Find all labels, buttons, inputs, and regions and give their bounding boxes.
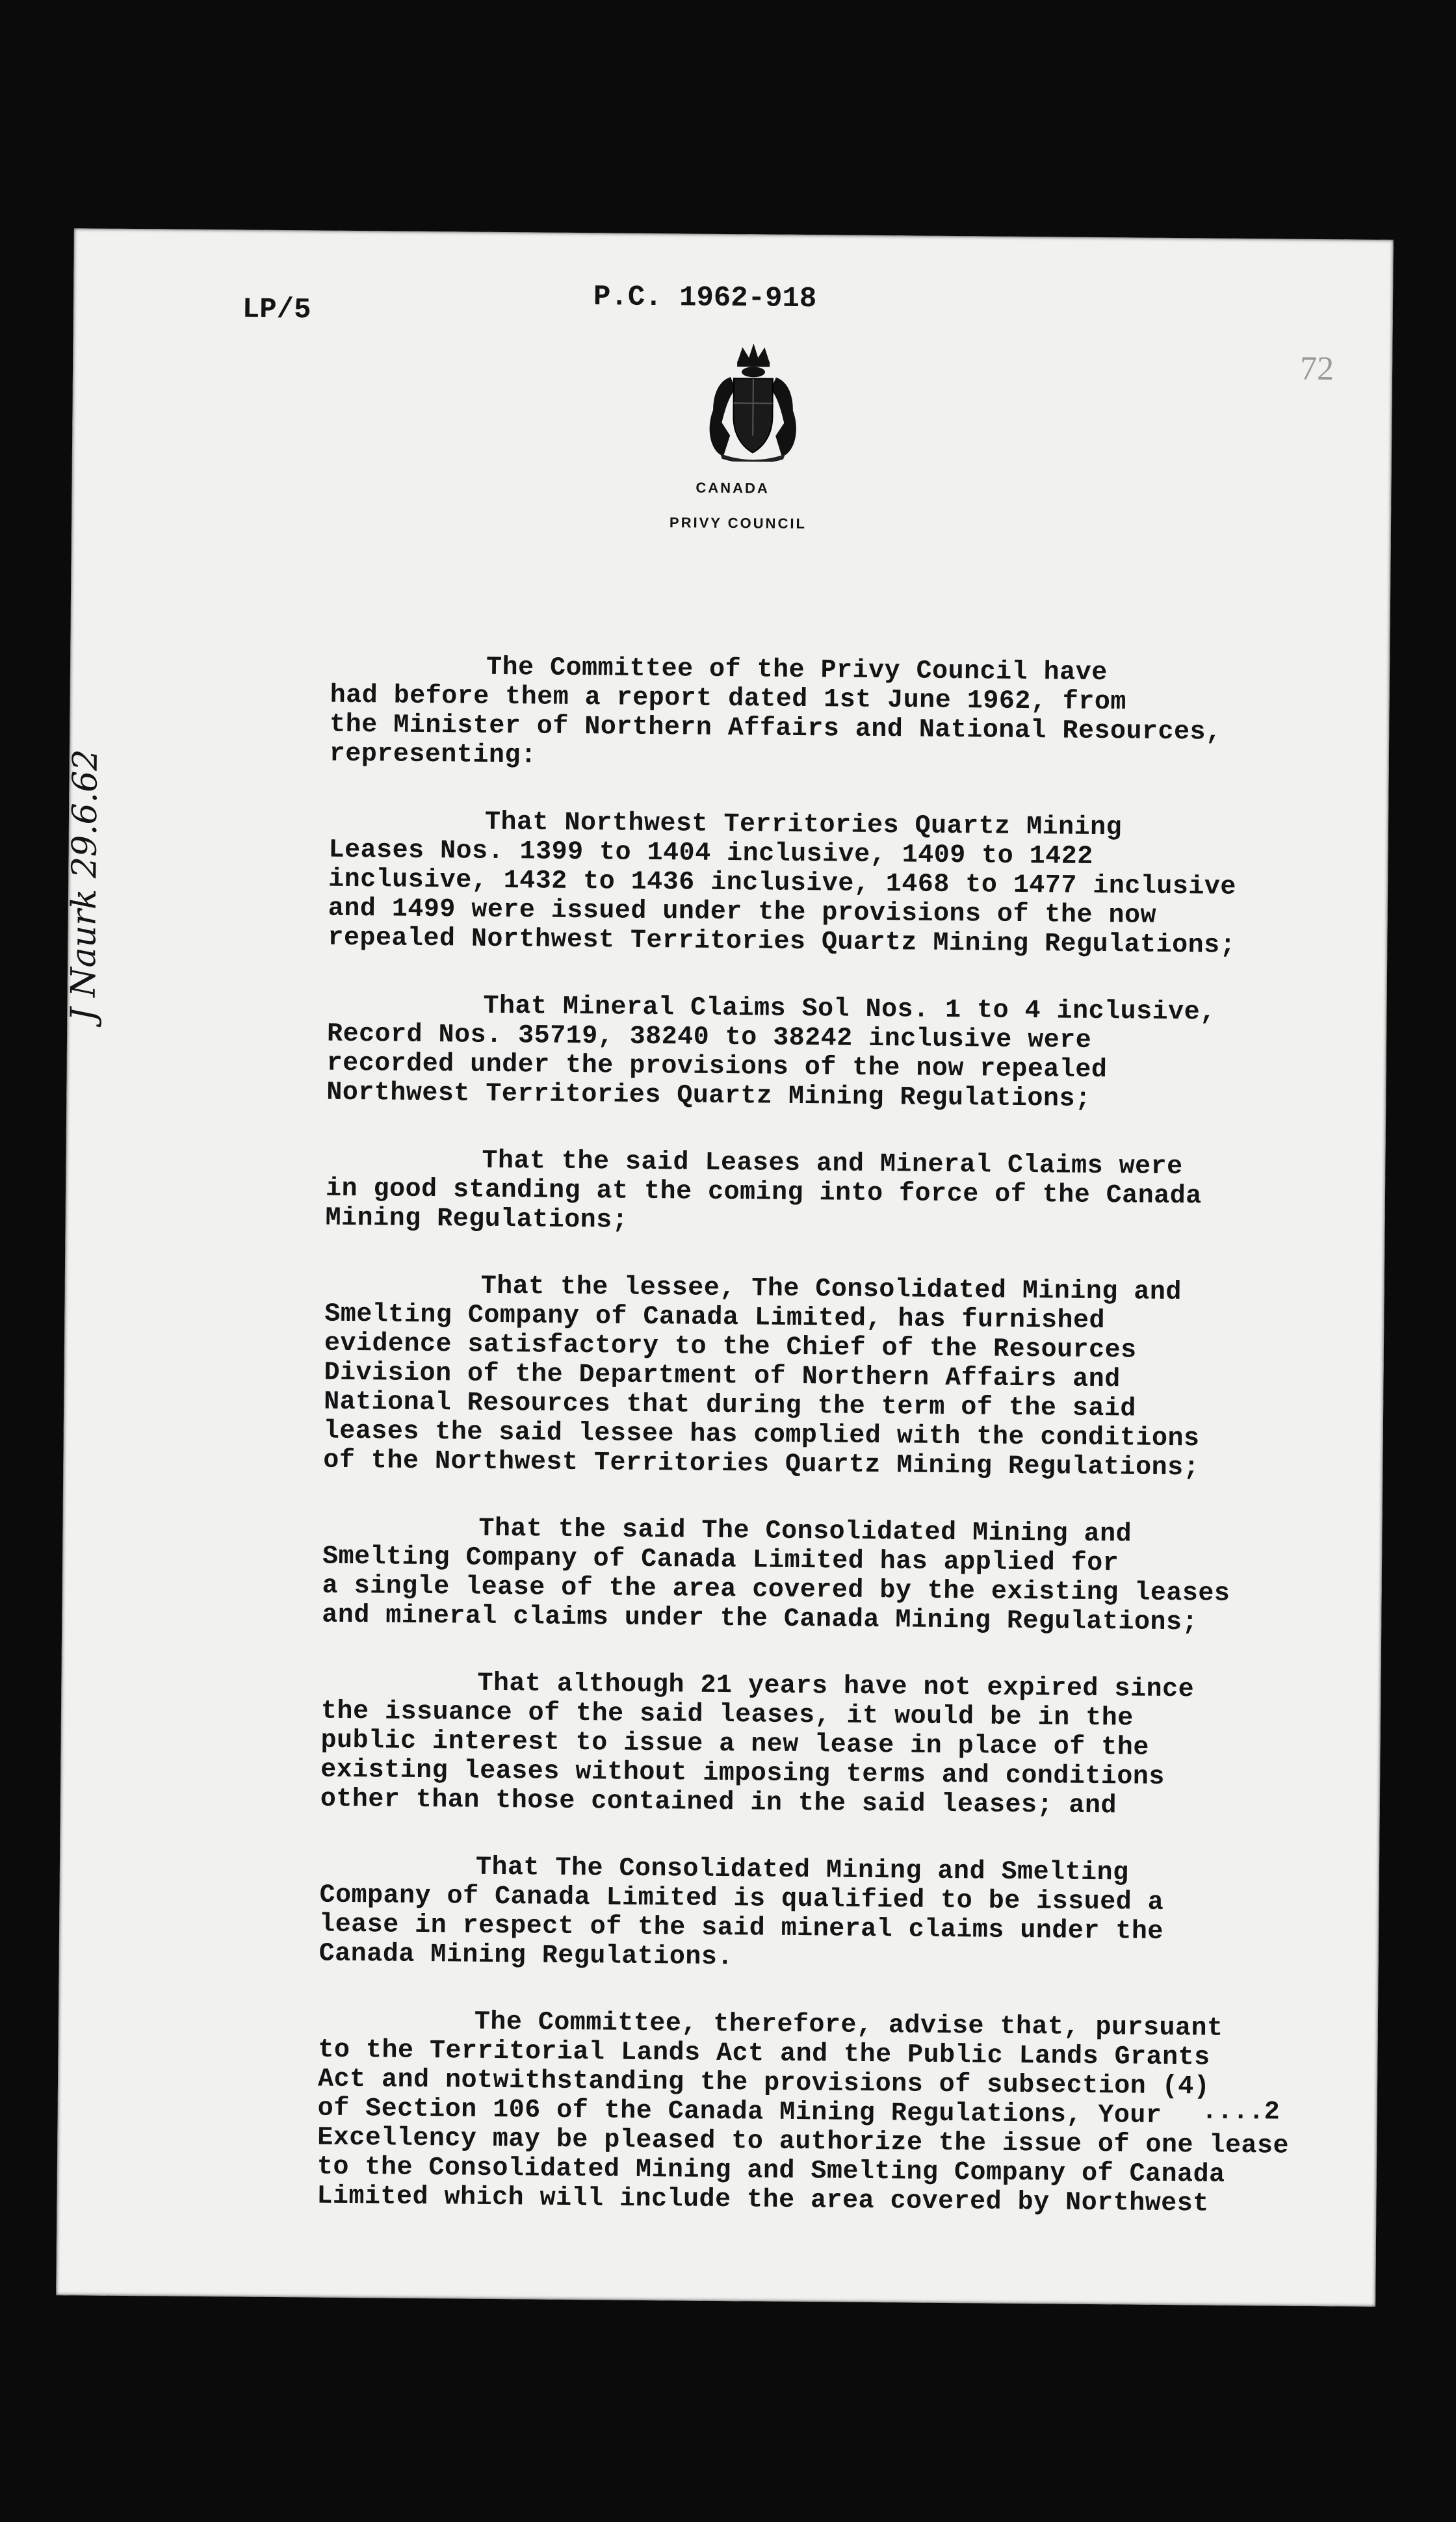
- country-label: CANADA: [696, 479, 770, 497]
- council-label: PRIVY COUNCIL: [669, 514, 807, 532]
- text-line: Limited which will include the area covered by Northwest: [317, 2181, 1209, 2219]
- text-line: Record Nos. 35719, 38240 to 38242 inclusive were: [326, 1019, 1092, 1056]
- text-line: That although 21 years have not expired since: [477, 1669, 1195, 1705]
- paragraph: [319, 1852, 1269, 1977]
- text-line: and mineral claims under the Canada Mining Regulations;: [322, 1600, 1199, 1638]
- text-line: The Committee, therefore, advise that, pursuant: [474, 2007, 1223, 2044]
- continuation-marker: ....2: [1201, 2097, 1280, 2127]
- paragraph: [328, 807, 1278, 961]
- text-line: in good standing at the coming into force of the Canada: [325, 1174, 1202, 1212]
- text-line: Leases Nos. 1399 to 1404 inclusive, 1409 to 1422: [328, 835, 1093, 872]
- text-line: That Mineral Claims Sol Nos. 1 to 4 inclusive,: [483, 991, 1216, 1028]
- handwritten-margin-note: J Naurk 29.6.62: [64, 749, 105, 1022]
- text-line: leases the said lessee has complied with the conditions: [323, 1416, 1200, 1454]
- text-line: That The Consolidated Mining and Smelting: [475, 1852, 1129, 1888]
- text-line: the issuance of the said leases, it would be in the: [320, 1696, 1134, 1734]
- order-number: P.C. 1962-918: [593, 281, 817, 316]
- text-line: and 1499 were issued under the provisions of the now: [328, 894, 1157, 931]
- text-line: representing:: [329, 739, 537, 771]
- text-line: Northwest Territories Quartz Mining Regulations;: [326, 1078, 1091, 1114]
- text-line: Canada Mining Regulations.: [318, 1939, 734, 1973]
- text-line: repealed Northwest Territories Quartz Mining Regulations;: [328, 923, 1236, 961]
- text-line: public interest to issue a new lease in place of the: [320, 1726, 1149, 1763]
- text-line: The Committee of the Privy Council have: [486, 653, 1108, 688]
- paragraph: [322, 1513, 1272, 1639]
- text-line: Division of the Department of Northern Affairs and: [324, 1358, 1121, 1395]
- text-line: to the Territorial Lands Act and the Public Lands Grants: [318, 2035, 1210, 2073]
- coat-of-arms-icon: [704, 338, 803, 462]
- text-line: existing leases without imposing terms and conditions: [320, 1755, 1165, 1792]
- text-line: lease in respect of the said mineral claims under the: [318, 1910, 1164, 1947]
- text-line: That the said The Consolidated Mining and: [478, 1514, 1132, 1550]
- paragraph: [320, 1668, 1271, 1823]
- text-line: That the lessee, The Consolidated Mining and: [480, 1271, 1182, 1308]
- text-line: Mining Regulations;: [325, 1203, 629, 1236]
- text-line: Smelting Company of Canada Limited, has furnished: [324, 1299, 1106, 1336]
- page-stamp-number: 72: [1299, 350, 1334, 388]
- text-line: Act and notwithstanding the provisions of subsection (4): [317, 2064, 1210, 2102]
- text-line: had before them a report dated 1st June 1962, from: [330, 681, 1127, 718]
- text-line: That Northwest Territories Quartz Mining: [484, 807, 1123, 843]
- text-line: That the said Leases and Mineral Claims were: [482, 1146, 1183, 1182]
- text-line: of the Northwest Territories Quartz Mining Regulations;: [323, 1446, 1200, 1483]
- paragraph: [323, 1271, 1274, 1484]
- paragraph: [325, 1145, 1275, 1242]
- text-line: recorded under the provisions of the now repealed: [326, 1048, 1108, 1086]
- paragraph: [330, 652, 1280, 777]
- text-line: a single lease of the area covered by the existing leases: [322, 1571, 1230, 1609]
- text-line: to the Consolidated Mining and Smelting Company of Canada: [317, 2152, 1225, 2190]
- text-line: evidence satisfactory to the Chief of the Resources: [324, 1329, 1137, 1366]
- paragraph: [326, 991, 1277, 1116]
- document-body: [317, 652, 1290, 2257]
- text-line: inclusive, 1432 to 1436 inclusive, 1468 to 1477 inclusive: [328, 864, 1237, 902]
- text-line: the Minister of Northern Affairs and National Resources,: [330, 710, 1222, 748]
- text-line: of Section 106 of the Canada Mining Regulations, Your: [317, 2094, 1162, 2131]
- text-line: other than those contained in the said leases; and: [320, 1784, 1117, 1821]
- file-reference: LP/5: [242, 293, 311, 327]
- text-line: Excellency may be pleased to authorize the issue of one lease: [317, 2123, 1290, 2161]
- text-line: Company of Canada Limited is qualified to be issued a: [319, 1880, 1164, 1918]
- paragraph: [317, 2007, 1290, 2220]
- text-line: National Resources that during the term of the said: [323, 1387, 1137, 1424]
- text-line: Smelting Company of Canada Limited has applied for: [322, 1542, 1119, 1579]
- document-page: [56, 228, 1394, 2307]
